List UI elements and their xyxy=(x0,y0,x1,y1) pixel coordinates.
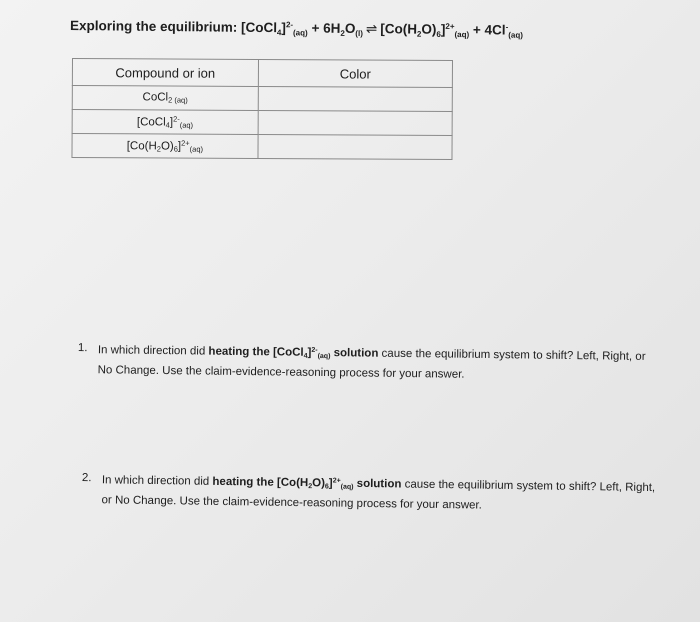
table-row xyxy=(72,86,452,112)
product-charge: 2+ xyxy=(445,21,455,32)
product-subscript-2: 6 xyxy=(436,29,441,39)
question-bold-formula: heating the [Co(H xyxy=(212,475,309,490)
question-bold-subscript-2: 6 xyxy=(324,483,329,491)
compound-cell xyxy=(72,110,258,135)
question-number: 1. xyxy=(77,341,88,355)
compound-subscript: 4 xyxy=(165,120,170,130)
compound-name: CoCl xyxy=(142,91,169,104)
question-bold-bracket: ] xyxy=(307,346,312,359)
question-bold-formula-mid: O) xyxy=(312,477,326,490)
table-header-row xyxy=(72,59,452,88)
question-bold-solution: solution xyxy=(353,477,402,491)
water-subscript: 2 xyxy=(340,28,345,38)
question-number: 2. xyxy=(81,471,92,485)
water-oxygen: O xyxy=(344,20,356,36)
water-state: (l) xyxy=(355,28,363,39)
product-bracket: ] xyxy=(440,21,446,37)
chloride-charge: - xyxy=(505,22,509,32)
compound-name: [Co(H xyxy=(126,140,157,153)
equilibrium-arrow-icon: ⇌ xyxy=(365,21,378,37)
compound-subscript-2: 6 xyxy=(173,144,178,154)
compound-bracket: ] xyxy=(169,116,174,129)
product-subscript-1: 2 xyxy=(416,29,422,39)
compound-cell xyxy=(72,134,258,159)
question-bold-bracket: ] xyxy=(328,477,333,490)
compound-name: [CoCl xyxy=(136,116,166,129)
equilibrium-heading xyxy=(70,18,523,40)
table-row xyxy=(72,134,452,160)
reactant-state: (aq) xyxy=(292,28,308,38)
question-text xyxy=(98,340,658,385)
compound-name-mid: O) xyxy=(160,140,174,153)
compound-subscript: 2 xyxy=(156,144,161,154)
compound-cell xyxy=(72,86,258,111)
header-color: Color xyxy=(258,59,452,87)
question-bold-charge: 2- xyxy=(311,346,318,354)
question-lead: In which direction did xyxy=(101,474,213,488)
header-compound: Compound or ion xyxy=(72,59,258,87)
question-bold-state: (aq) xyxy=(317,352,331,361)
product-state: (aq) xyxy=(454,30,470,40)
compound-bracket: ] xyxy=(177,140,182,153)
question-bold-charge: 2+ xyxy=(332,477,341,485)
reactant-charge: 2- xyxy=(285,20,294,30)
color-table xyxy=(71,58,453,160)
question-bold-solution: solution xyxy=(330,347,379,360)
compound-state: (aq) xyxy=(189,144,204,154)
compound-charge: 2+ xyxy=(181,138,190,148)
question-lead: In which direction did xyxy=(97,344,209,358)
question-bold-subscript: 4 xyxy=(303,352,308,360)
question-1 xyxy=(78,340,658,385)
question-tail: cause the equilibrium system to shift? Left, Right, or No Change. Use the claim-evidence-reasoning process for your answer. xyxy=(97,347,646,381)
reactant-formula: [CoCl xyxy=(240,19,278,36)
plus-sign: + xyxy=(307,20,324,36)
chloride-formula: 4Cl xyxy=(484,22,506,38)
question-bold-subscript: 2 xyxy=(308,483,313,491)
color-cell[interactable] xyxy=(258,110,452,135)
compound-state: (aq) xyxy=(179,120,194,130)
question-text xyxy=(101,470,661,516)
question-bold-formula: heating the [CoCl xyxy=(208,345,304,359)
compound-charge: 2- xyxy=(173,114,180,124)
product-formula: [Co(H xyxy=(380,21,418,37)
reactant-bracket: ] xyxy=(281,20,287,36)
heading-prefix: Exploring the equilibrium: xyxy=(69,18,242,35)
plus-sign: + xyxy=(469,22,485,38)
product-formula-mid: O) xyxy=(421,21,437,37)
chloride-state: (aq) xyxy=(508,30,523,40)
water-formula: 6H xyxy=(323,20,341,36)
question-tail: cause the equilibrium system to shift? Left, Right, or No Change. Use the claim-evidence-reasoning process for your answer. xyxy=(101,478,656,512)
color-cell[interactable] xyxy=(258,134,452,159)
color-cell[interactable] xyxy=(258,86,452,111)
question-bold-state: (aq) xyxy=(340,483,354,491)
compound-state: (aq) xyxy=(172,95,188,105)
reactant-subscript: 4 xyxy=(276,28,282,38)
question-2 xyxy=(81,470,661,516)
compound-subscript: 2 xyxy=(168,95,173,105)
table-row xyxy=(72,110,452,136)
